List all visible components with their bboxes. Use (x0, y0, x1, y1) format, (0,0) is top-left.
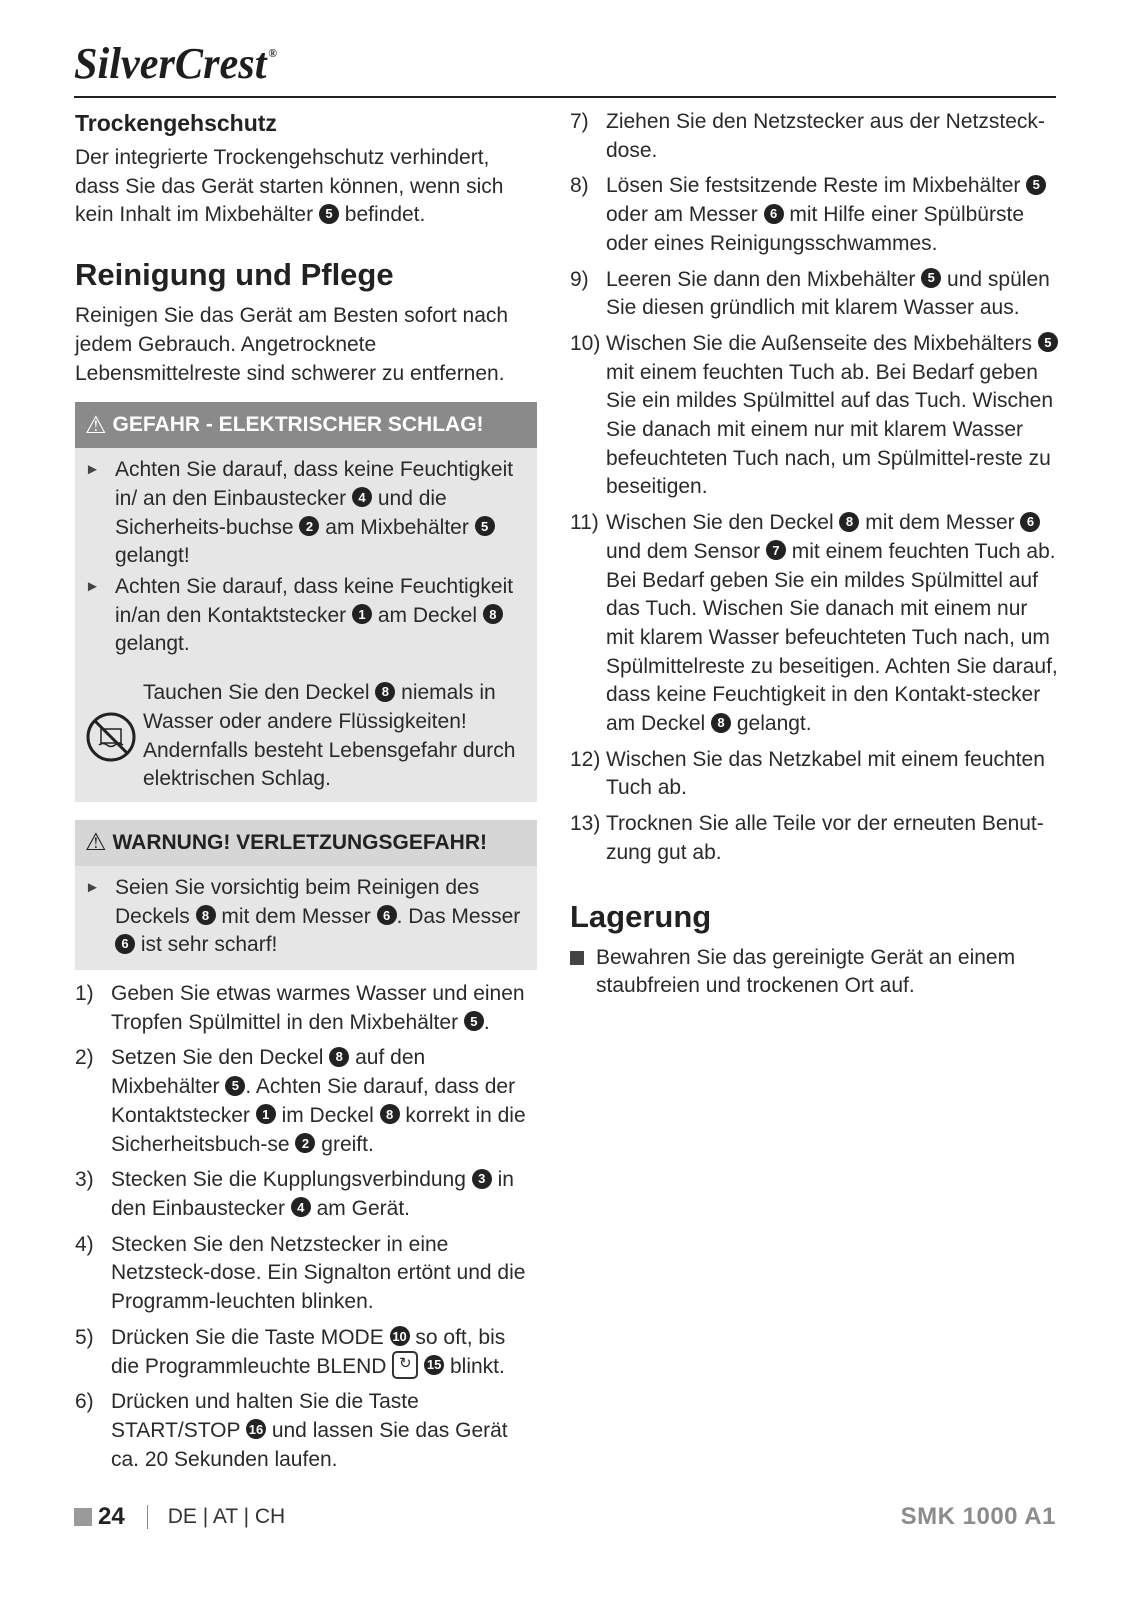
no-immersion-icon (85, 711, 143, 763)
ref-number: 5 (225, 1076, 245, 1096)
ref-number: 6 (764, 204, 784, 224)
ref-number: 4 (352, 487, 372, 507)
ref-number: 8 (711, 713, 731, 733)
step-item: 1) Geben Sie etwas warmes Wasser und einen Tropfen Spülmittel in den Mixbehälter 5 . (75, 982, 525, 1034)
page-footer (74, 1500, 1056, 1534)
step-item: 8) Lösen Sie festsitzende Reste im Mixbehälter 5 oder am Messer 6 mit Hilfe einer Spülbürste oder eines Reinigungsschwammes. (570, 172, 1058, 258)
ref-number: 2 (295, 1133, 315, 1153)
blend-program-icon: ↻ (392, 1351, 418, 1379)
ref-number: 6 (115, 934, 135, 954)
ref-number: 4 (291, 1197, 311, 1217)
step-item: 2) Setzen Sie den Deckel 8 auf den Mixbehälter 5 . Achten Sie darauf, dass der Kontaktstecker 1 im Deckel 8 korrekt in die Sicherheitsbuch-se 2 greift. (75, 1046, 526, 1156)
dry-run-title: Trockengehschutz (75, 110, 277, 136)
ref-number: 15 (424, 1355, 444, 1375)
cleaning-title: Reinigung und Pflege (75, 257, 394, 293)
danger-item: ► Achten Sie darauf, dass keine Feuchtigkeit in/ an den Einbaustecker 4 und die Sicherheits-buchse 2 am Mixbehälter 5 gelangt! (85, 456, 529, 571)
right-column (570, 108, 1058, 1001)
step-item: 3) Stecken Sie die Kupplungsverbindung 3 in den Einbaustecker 4 am Gerät. (75, 1168, 514, 1220)
ref-number: 8 (329, 1047, 349, 1067)
warning-triangle-icon: ⚠ (85, 829, 107, 857)
ref-number: 7 (766, 540, 786, 560)
no-immerse-note: Tauchen Sie den Deckel 8 niemals in Wasser oder andere Flüssigkeiten! Andernfalls besteht Lebensgefahr durch elektrischen Schlag. (85, 679, 529, 794)
header-rule (74, 96, 1056, 98)
ref-number: 5 (319, 204, 339, 224)
brand-name: SilverCrest (74, 39, 267, 88)
danger-box (75, 402, 537, 802)
ref-number: 8 (380, 1104, 400, 1124)
step-item: 12) Wischen Sie das Netzkabel mit einem feuchten Tuch ab. (570, 747, 1045, 800)
ref-number: 8 (839, 512, 859, 532)
storage-title: Lagerung (570, 898, 712, 934)
warning-header (75, 820, 537, 866)
ref-number: 6 (1020, 512, 1040, 532)
ref-number: 8 (375, 682, 395, 702)
cleaning-text: Reinigen Sie das Gerät am Besten sofort nach jedem Gebrauch. Angetrocknete Lebensmittelreste sind schwerer zu entfernen. (75, 304, 509, 385)
warning-title: WARNUNG! VERLETZUNGSGEFAHR! (112, 830, 488, 854)
step-item: 5) Drücken Sie die Taste MODE 10 so oft, bis die Programmleuchte BLEND ↻ 15 blinkt. (75, 1325, 506, 1378)
registered-mark: ® (268, 46, 277, 60)
warning-box (75, 820, 537, 970)
model-number: SMK 1000 A1 (900, 1503, 1056, 1530)
ref-number: 2 (299, 516, 319, 536)
ref-number: 16 (246, 1419, 266, 1439)
left-column (75, 108, 537, 1481)
danger-header (75, 402, 537, 448)
brand-logo (74, 38, 275, 89)
step-item: 6) Drücken und halten Sie die Taste START/STOP 16 und lassen Sie das Gerät ca. 20 Sekunden laufen. (75, 1390, 508, 1471)
ref-number: 1 (352, 604, 372, 624)
arrow-bullet-icon: ► (85, 878, 100, 896)
ref-number: 5 (1026, 175, 1046, 195)
ref-number: 5 (464, 1011, 484, 1031)
square-marker-icon (74, 1508, 92, 1526)
ref-number: 5 (921, 268, 941, 288)
dry-run-text: Der integrierte Trockengehschutz verhindert, dass Sie das Gerät starten können, wenn sich kein Inhalt im Mixbehälter 5 befindet. (75, 146, 504, 227)
ref-number: 3 (472, 1169, 492, 1189)
step-item: 4) Stecken Sie den Netzstecker in eine Netzsteck-dose. Ein Signalton ertönt und die Programm-leuchten blinken. (75, 1232, 526, 1314)
ref-number: 1 (256, 1104, 276, 1124)
cleaning-steps (75, 980, 537, 1474)
page-number: 24 (98, 1503, 125, 1530)
step-item: 7) Ziehen Sie den Netzstecker aus der Netzsteck-dose. (570, 110, 1045, 162)
language-codes: DE | AT | CH (167, 1505, 286, 1528)
arrow-bullet-icon: ► (85, 461, 100, 479)
step-item: 9) Leeren Sie dann den Mixbehälter 5 und spülen Sie diesen gründlich mit klarem Wasser aus. (570, 267, 1050, 320)
warning-item: ► Seien Sie vorsichtig beim Reinigen des Deckels 8 mit dem Messer 6 . Das Messer 6 ist sehr scharf! (85, 874, 529, 960)
ref-number: 5 (475, 516, 495, 536)
step-item: 13) Trocknen Sie alle Teile vor der erneuten Benut-zung gut ab. (570, 812, 1044, 864)
arrow-bullet-icon: ► (85, 578, 100, 596)
danger-title: GEFAHR - ELEKTRISCHER SCHLAG! (112, 413, 484, 437)
step-item: 11) Wischen Sie den Deckel 8 mit dem Messer 6 und dem Sensor 7 mit einem feuchten Tuch ab. Bei Bedarf geben Sie ein mildes Spülmittel auf das Tuch. Wischen Sie danach mit einem nur mit klarem Wasser befeuchteten Tuch nach, um Spülmittelreste zu beseitigen. Achten Sie darauf, dass keine Feuchtigkeit in den Kontakt-stecker am Deckel 8 gelangt. (570, 511, 1058, 736)
ref-number: 5 (1038, 332, 1058, 352)
storage-item: Bewahren Sie das gereinigte Gerät an einem staubfreien und trockenen Ort auf. (570, 944, 1058, 1001)
ref-number: 8 (196, 905, 216, 925)
square-bullet-icon (570, 951, 584, 965)
danger-item: ► Achten Sie darauf, dass keine Feuchtigkeit in/an den Kontaktstecker 1 am Deckel 8 gelangt. (85, 573, 529, 659)
warning-triangle-icon: ⚠ (85, 411, 107, 439)
ref-number: 6 (377, 905, 397, 925)
footer-separator (147, 1505, 148, 1529)
ref-number: 8 (483, 604, 503, 624)
ref-number: 10 (390, 1326, 410, 1346)
step-item: 10) Wischen Sie die Außenseite des Mixbehälters 5 mit einem feuchten Tuch ab. Bei Bedarf geben Sie ein mildes Spülmittel auf das Tuch. Wischen Sie danach mit einem nur mit klarem Wasser befeuchteten Tuch nach, um Spülmittel-reste zu beseitigen. (570, 330, 1058, 502)
